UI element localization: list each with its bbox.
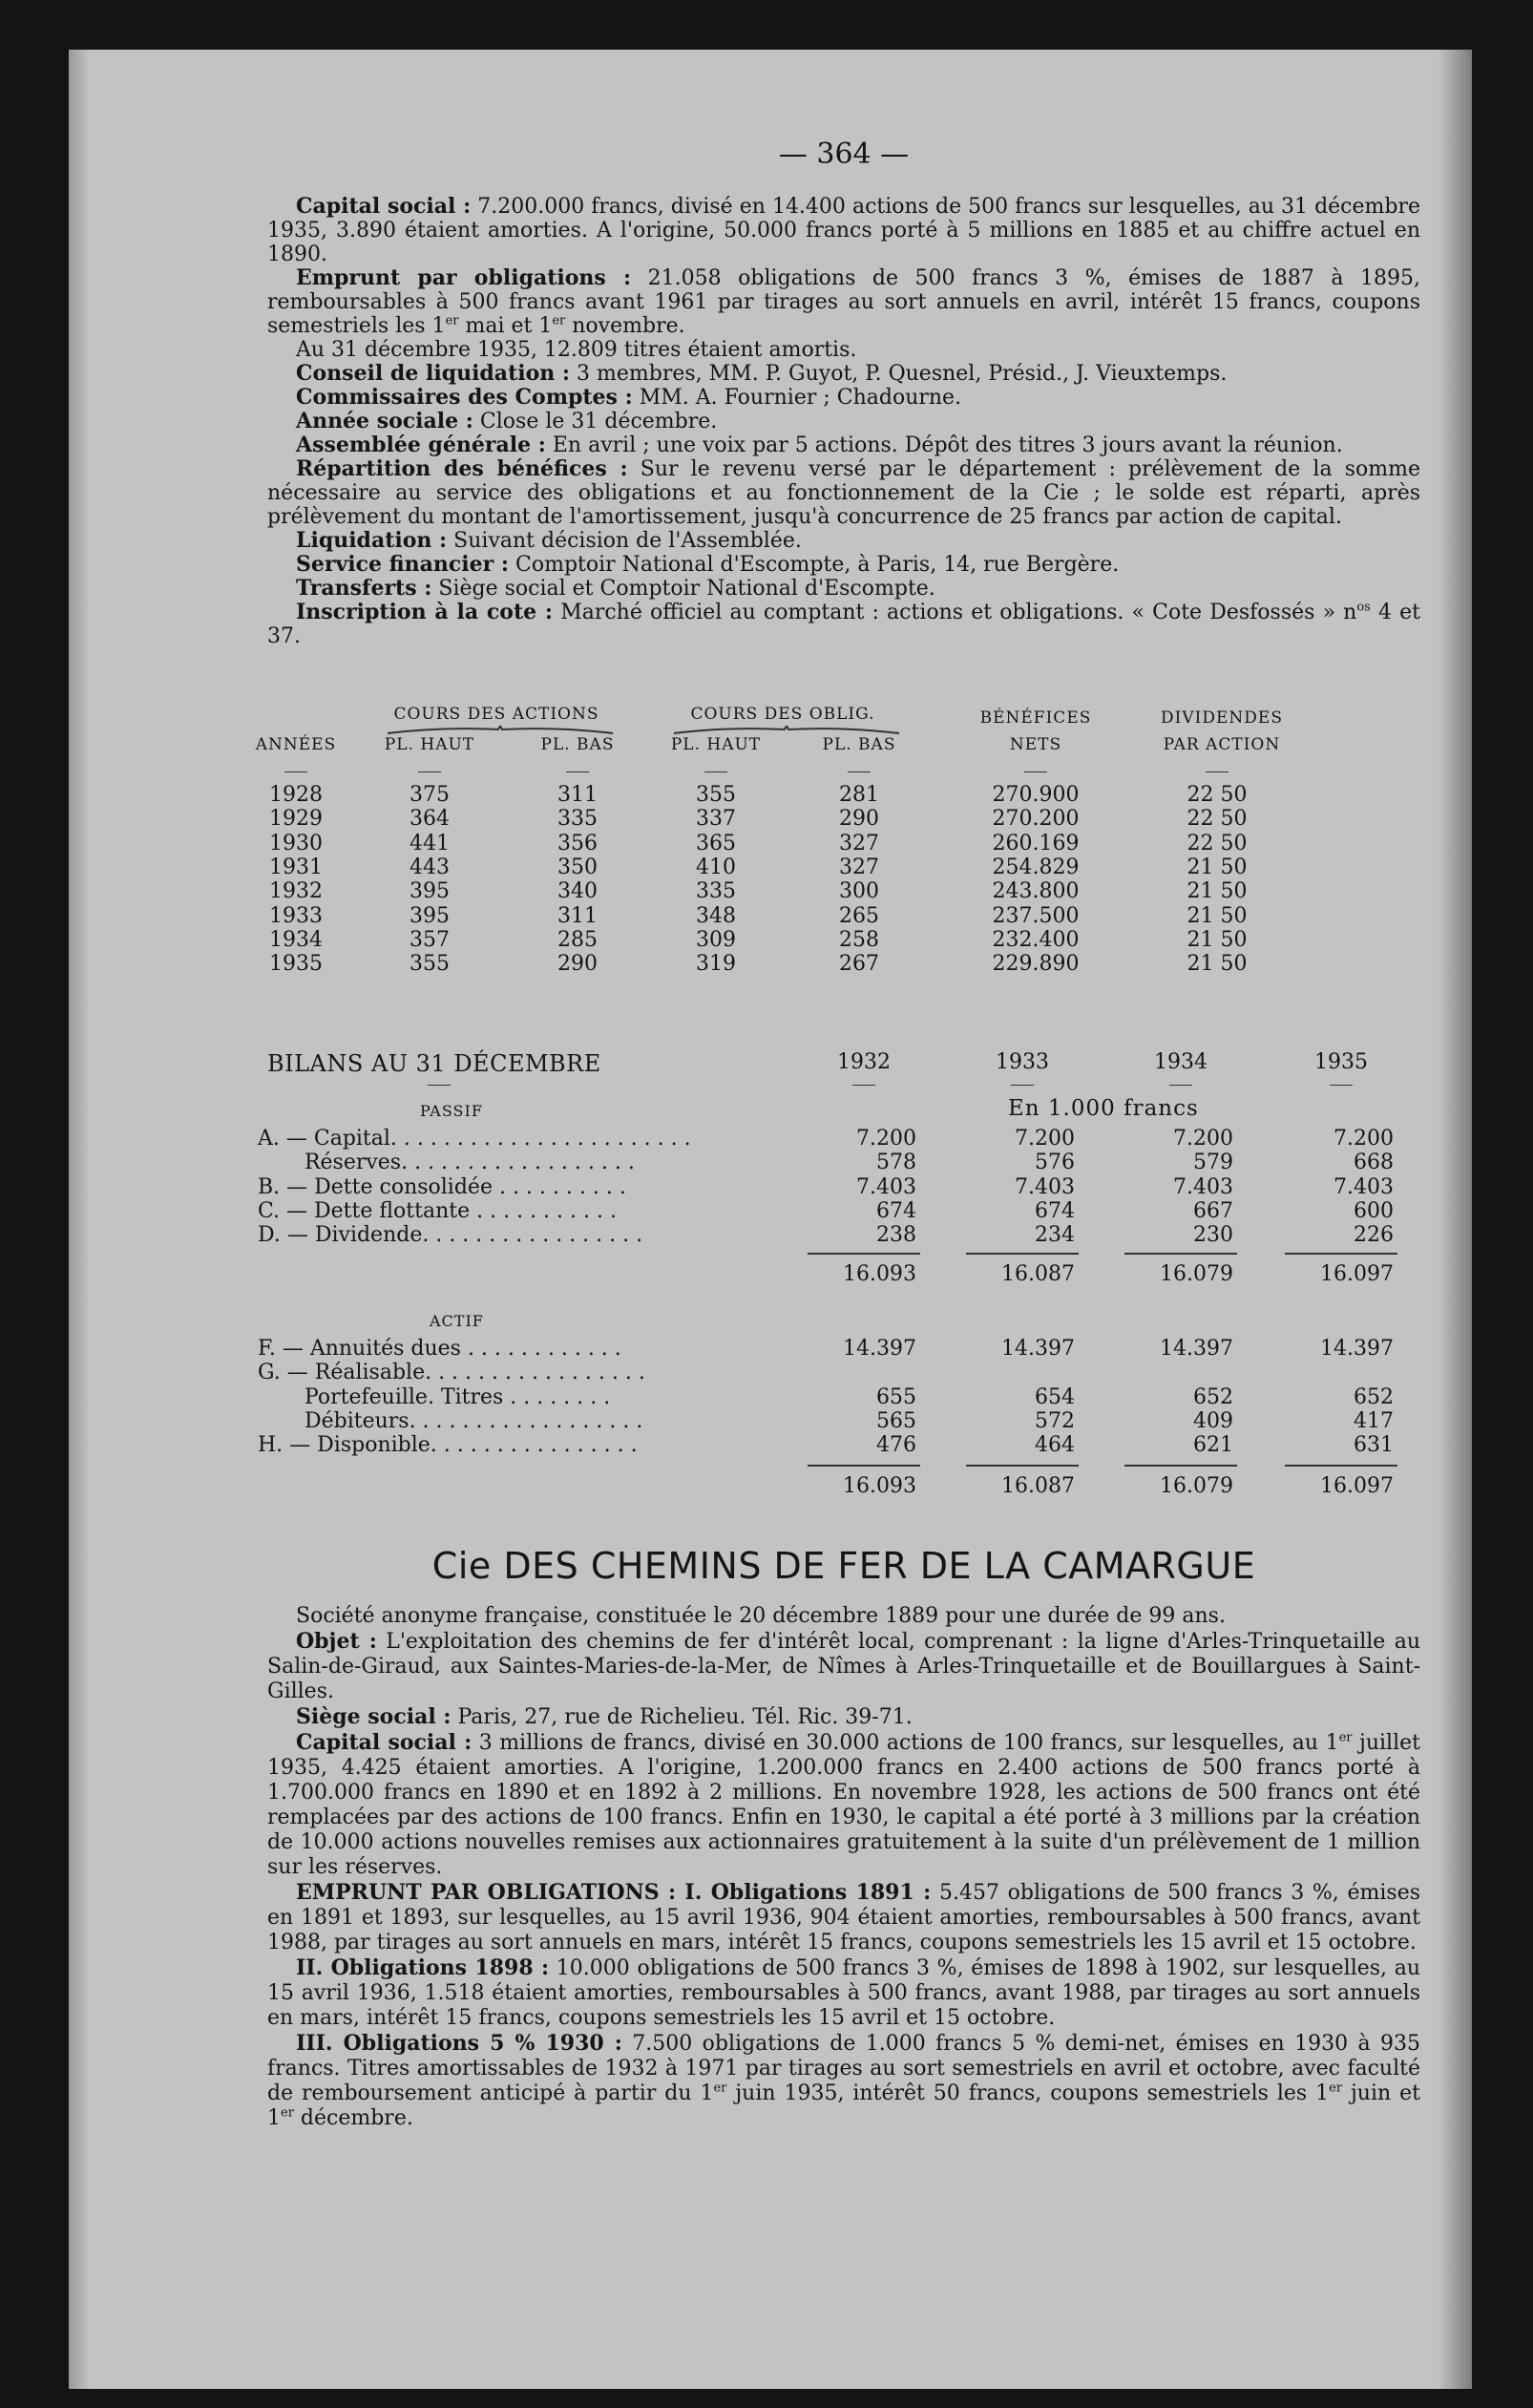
bilans-value: 7.200 <box>1334 1127 1394 1151</box>
paragraph-label: Capital social : <box>296 194 472 219</box>
dash-separator <box>1011 1085 1034 1086</box>
bilans-value: 7.403 <box>856 1174 916 1199</box>
table-cell: 335 <box>557 807 598 832</box>
actif-label: ACTIF <box>430 1312 484 1330</box>
bilans-value: 230 <box>1193 1223 1233 1248</box>
bilans-value: 14.397 <box>843 1337 916 1361</box>
bilans-value: 600 <box>1354 1198 1394 1223</box>
dash-separator <box>1330 1085 1353 1086</box>
table-cell: 365 <box>696 831 736 855</box>
paragraph <box>267 266 1420 338</box>
bilans-value: 578 <box>876 1151 916 1175</box>
page-spine-shadow <box>69 50 90 2389</box>
table-cell: 21 50 <box>1186 879 1248 904</box>
bilans-year: 1933 <box>996 1050 1049 1074</box>
col-par-action: PAR ACTION <box>1163 735 1281 754</box>
col-act-haut: PL. HAUT <box>384 735 475 754</box>
paragraph-text: 10.000 obligations de 500 francs 3 %, émises de 1898 à 1902, sur lesquelles, au 15 avril 1936, 1.518 étaient amorties, remboursables à 500 francs, avant 1988, par tirages au sort annuels en mars, intérêt 15 francs, coupons semestriels les 15 avril et 15 octobre. <box>267 1956 1420 2030</box>
table-cell: 300 <box>839 879 879 904</box>
paragraph-text: 3 millions de francs, divisé en 30.000 actions de 100 francs, sur lesquelles, au 1er juillet 1935, 4.425 étaient amorties. A l'origine, 1.200.000 francs en 2.400 actions de 500 francs porté à 1.700.000 francs en 1890 et en 1892 à 2 millions. En novembre 1928, les actions de 500 francs ont été remplacées par des actions de 100 francs. Enfin en 1930, le capital a été porté à 3 millions par la création de 10.000 actions nouvelles remises aux actionnaires gratuitement à la suite d'un prélèvement de 1 million sur les réserves. <box>267 1730 1420 1879</box>
bilans-value: 655 <box>876 1384 916 1409</box>
bilans-value: 417 <box>1354 1408 1394 1433</box>
bilans-row-label: F. — Annuités dues . . . . . . . . . . . . <box>258 1337 621 1361</box>
bilans-row-label: C. — Dette flottante . . . . . . . . . . . <box>258 1198 617 1223</box>
bilans-value: 7.403 <box>1173 1174 1233 1199</box>
paragraph-label: Assemblée générale : <box>296 433 546 457</box>
bilans-value: 654 <box>1035 1384 1075 1409</box>
paragraph-text: 7.500 obligations de 1.000 francs 5 % demi-net, émises en 1930 à 935 francs. Titres amortissables de 1932 à 1971 par tirages au sort semestriels en avril et octobre, avec faculté de remboursement anticipé à partir du 1er juin 1935, intérêt 50 francs, coupons semestriels les 1er juin et 1er décembre. <box>267 2032 1420 2130</box>
table-cell: 1934 <box>269 927 323 952</box>
table-cell: 260.169 <box>992 831 1080 855</box>
paragraph-label: Liquidation : <box>296 528 448 553</box>
table-cell: 335 <box>696 879 736 904</box>
paragraph-label: Emprunt par obligations : <box>296 265 632 290</box>
dash-separator <box>284 771 307 772</box>
paragraph <box>267 195 1420 266</box>
bilans-value: 409 <box>1193 1408 1233 1433</box>
paragraph-label: Répartition des bénéfices : <box>296 456 628 481</box>
paragraph-label: EMPRUNT PAR OBLIGATIONS : I. Obligations 1891 : <box>296 1880 932 1905</box>
company-details-top <box>267 195 1420 648</box>
passif-label: PASSIF <box>420 1102 483 1120</box>
table-cell: 22 50 <box>1186 807 1248 832</box>
paragraph-text: Suivant décision de l'Assemblée. <box>447 529 802 553</box>
paragraph-text: 3 membres, MM. P. Guyot, P. Quesnel, Présid., J. Vieuxtemps. <box>570 362 1228 386</box>
paragraph-label: III. Obligations 5 % 1930 : <box>296 2031 622 2056</box>
col-obl-bas: PL. BAS <box>822 735 896 754</box>
table-cell: 21 50 <box>1186 855 1248 879</box>
table-cell: 265 <box>839 903 879 928</box>
bilans-row-label: G. — Réalisable. . . . . . . . . . . . . . . . . <box>258 1361 645 1385</box>
bilans-value: 572 <box>1035 1408 1075 1433</box>
bilans-value: 631 <box>1354 1433 1394 1458</box>
bilans-value: 576 <box>1035 1151 1075 1175</box>
table-cell: 350 <box>557 855 598 879</box>
paragraph <box>267 1629 1420 1704</box>
bilans-value: 14.397 <box>1320 1337 1394 1361</box>
bilans-value: 674 <box>1035 1198 1075 1223</box>
bilans-row-label: Réserves. . . . . . . . . . . . . . . . . . <box>258 1151 635 1175</box>
table-cell: 267 <box>839 952 879 977</box>
table-cell: 232.400 <box>992 927 1080 952</box>
table-cell: 375 <box>410 783 450 807</box>
bilans-value: 7.200 <box>856 1127 916 1151</box>
table-cell: 356 <box>557 831 598 855</box>
brace-oblig <box>672 726 901 735</box>
paragraph <box>267 601 1420 648</box>
dash-separator <box>566 771 589 772</box>
bilans-value: 579 <box>1193 1151 1233 1175</box>
header-cours-oblig: COURS DES OBLIG. <box>690 705 875 724</box>
table-cell: 395 <box>410 879 450 904</box>
table-cell: 443 <box>410 855 450 879</box>
paragraph-text: MM. A. Fournier ; Chadourne. <box>632 386 962 410</box>
table-cell: 364 <box>410 807 450 832</box>
paragraph-label: Capital social : <box>296 1730 472 1755</box>
company-details-camargue <box>267 1604 1420 2131</box>
table-cell: 311 <box>557 783 598 807</box>
book-page <box>69 50 1472 2389</box>
bilans-unit: En 1.000 francs <box>1008 1096 1199 1121</box>
table-cell: 21 50 <box>1186 952 1248 977</box>
table-cell: 395 <box>410 903 450 928</box>
bilans-total: 16.079 <box>1160 1474 1233 1498</box>
table-cell: 1928 <box>269 783 323 807</box>
bilans-value: 7.403 <box>1334 1174 1394 1199</box>
table-cell: 355 <box>410 952 450 977</box>
paragraph-text: 5.457 obligations de 500 francs 3 %, émises en 1891 et 1893, sur lesquelles, au 15 avril 1936, 904 étaient amorties, remboursables à 500 francs, avant 1988, par tirages au sort annuels en mars, intérêt 15 francs, coupons semestriels les 15 avril et 15 octobre. <box>267 1881 1420 1954</box>
paragraph-label: Commissaires des Comptes : <box>296 385 633 410</box>
paragraph-label: Objet : <box>296 1629 377 1654</box>
table-cell: 270.900 <box>992 783 1080 807</box>
paragraph-text: En avril ; une voix par 5 actions. Dépôt des titres 3 jours avant la réunion. <box>545 433 1343 457</box>
bilans-value: 674 <box>876 1198 916 1223</box>
table-cell: 1930 <box>269 831 323 855</box>
bilans-value: 565 <box>876 1408 916 1433</box>
table-cell: 22 50 <box>1186 831 1248 855</box>
bilans-value: 226 <box>1354 1223 1394 1248</box>
table-cell: 290 <box>557 952 598 977</box>
paragraph-text: Au 31 décembre 1935, 12.809 titres étaient amortis. <box>296 338 857 362</box>
bilans-row-label: Portefeuille. Titres . . . . . . . . <box>258 1384 611 1409</box>
table-cell: 309 <box>696 927 736 952</box>
paragraph <box>267 1704 1420 1730</box>
bilans-total: 16.093 <box>843 1474 916 1498</box>
bilans-value: 14.397 <box>1001 1337 1075 1361</box>
bilans-value: 652 <box>1193 1384 1233 1409</box>
bilans-total: 16.087 <box>1001 1262 1075 1286</box>
bilans-total: 16.087 <box>1001 1474 1075 1498</box>
header-cours-actions: COURS DES ACTIONS <box>393 705 599 724</box>
bilans-value: 621 <box>1193 1433 1233 1458</box>
table-cell: 258 <box>839 927 879 952</box>
paragraph-text: 7.200.000 francs, divisé en 14.400 actions de 500 francs sur lesquelles, au 31 décembre 1935, 3.890 étaient amorties. A l'origine, 50.000 francs porté à 5 millions en 1885 et au chiffre actuel en 1890. <box>267 195 1420 266</box>
col-obl-haut: PL. HAUT <box>670 735 762 754</box>
total-rule <box>808 1253 920 1255</box>
paragraph <box>267 362 1420 386</box>
bilans-total: 16.079 <box>1160 1262 1233 1286</box>
dash-separator <box>852 1085 875 1086</box>
table-cell: 243.800 <box>992 879 1080 904</box>
paragraph <box>267 410 1420 433</box>
paragraph-label: Conseil de liquidation : <box>296 361 571 386</box>
dash-separator <box>704 771 727 772</box>
dash-separator <box>1206 771 1228 772</box>
total-rule <box>1285 1465 1397 1467</box>
paragraph <box>267 529 1420 553</box>
paragraph-text: Société anonyme française, constituée le 20 décembre 1889 pour une durée de 99 ans. <box>296 1604 1226 1628</box>
table-cell: 327 <box>839 831 879 855</box>
table-cell: 319 <box>696 952 736 977</box>
paragraph-text: L'exploitation des chemins de fer d'intérêt local, comprenant : la ligne d'Arles-Trinquetaille au Salin-de-Giraud, aux Saintes-Maries-de-la-Mer, de Nîmes à Arles-Trinquetaille et de Bouillargues à Saint-Gilles. <box>267 1630 1420 1703</box>
paragraph <box>267 433 1420 457</box>
paragraph-label: II. Obligations 1898 : <box>296 1955 550 1980</box>
dash-separator <box>848 771 871 772</box>
dash-separator <box>428 1085 451 1086</box>
bilans-value: 667 <box>1193 1198 1233 1223</box>
paragraph-text: Close le 31 décembre. <box>472 410 718 433</box>
bilans-total: 16.097 <box>1320 1474 1394 1498</box>
table-cell: 1929 <box>269 807 323 832</box>
paragraph <box>267 553 1420 577</box>
table-cell: 441 <box>410 831 450 855</box>
table-cell: 311 <box>557 903 598 928</box>
bilans-total: 16.093 <box>843 1262 916 1286</box>
table-cell: 1931 <box>269 855 323 879</box>
paragraph <box>267 1955 1420 2031</box>
bilans-year: 1932 <box>837 1050 891 1074</box>
paragraph <box>267 1604 1420 1629</box>
paragraph-text: Marché officiel au comptant : actions et obligations. « Cote Desfossés » $n^{os}$ 4 et 37. <box>267 600 1420 648</box>
bilans-total: 16.097 <box>1320 1262 1394 1286</box>
total-rule <box>1124 1465 1237 1467</box>
table-cell: 357 <box>410 927 450 952</box>
table-cell: 281 <box>839 783 879 807</box>
table-cell: 340 <box>557 879 598 904</box>
bilans-title: BILANS AU 31 DÉCEMBRE <box>267 1050 601 1077</box>
table-cell: 1935 <box>269 952 323 977</box>
section-title: Cie DES CHEMINS DE FER DE LA CAMARGUE <box>431 1545 1256 1587</box>
bilans-value: 668 <box>1354 1151 1394 1175</box>
paragraph-text: Comptoir National d'Escompte, à Paris, 14, rue Bergère. <box>509 553 1120 577</box>
bilans-row-label: D. — Dividende. . . . . . . . . . . . . . . . . <box>258 1223 643 1248</box>
paragraph-text: Paris, 27, rue de Richelieu. Tél. Ric. 39-71. <box>451 1705 913 1729</box>
brace-actions <box>386 726 615 735</box>
paragraph-text: 21.058 obligations de 500 francs 3 %, émises de 1887 à 1895, remboursables à 500 francs avant 1961 par tirages au sort annuels en avril, intérêt 15 francs, coupons semestriels les 1er mai et 1er novembre. <box>267 266 1421 338</box>
table-cell: 237.500 <box>992 903 1080 928</box>
table-cell: 337 <box>696 807 736 832</box>
bilans-year: 1935 <box>1314 1050 1368 1074</box>
paragraph <box>267 457 1420 529</box>
paragraph <box>267 1730 1420 1880</box>
paragraph-label: Transferts : <box>296 576 432 601</box>
table-cell: 327 <box>839 855 879 879</box>
total-rule <box>966 1253 1079 1255</box>
total-rule <box>966 1465 1079 1467</box>
table-cell: 410 <box>696 855 736 879</box>
col-nets: NETS <box>1009 735 1062 754</box>
paragraph <box>267 1880 1420 1955</box>
paragraph-label: Siège social : <box>296 1704 452 1729</box>
paragraph-label: Service financier : <box>296 552 510 577</box>
bilans-year: 1934 <box>1154 1050 1208 1074</box>
bilans-value: 238 <box>876 1223 916 1248</box>
table-cell: 290 <box>839 807 879 832</box>
table-cell: 22 50 <box>1186 783 1248 807</box>
bilans-value: 464 <box>1035 1433 1075 1458</box>
paragraph-label: Inscription à la cote : <box>296 600 554 624</box>
col-act-bas: PL. BAS <box>540 735 615 754</box>
table-cell: 355 <box>696 783 736 807</box>
dash-separator <box>418 771 441 772</box>
table-cell: 1932 <box>269 879 323 904</box>
page-number: — 364 — <box>778 137 910 171</box>
total-rule <box>808 1465 920 1467</box>
col-annees: ANNÉES <box>255 735 337 754</box>
paragraph-text: Sur le revenu versé par le département : prélèvement de la somme nécessaire au service des obligations et au fonctionnement de la Cie ; le solde est réparti, après prélèvement du montant de l'amortissement, jusqu'à concurrence de 25 francs par action de capital. <box>267 457 1420 529</box>
bilans-value: 476 <box>876 1433 916 1458</box>
bilans-value: 234 <box>1035 1223 1075 1248</box>
table-cell: 285 <box>557 927 598 952</box>
paragraph <box>267 386 1420 410</box>
table-cell: 1933 <box>269 903 323 928</box>
bilans-value: 652 <box>1354 1384 1394 1409</box>
bilans-row-label: H. — Disponible. . . . . . . . . . . . . . . . <box>258 1433 638 1458</box>
header-dividendes: DIVIDENDES <box>1161 708 1283 728</box>
table-cell: 21 50 <box>1186 903 1248 928</box>
paragraph-label: Année sociale : <box>296 409 473 433</box>
table-cell: 21 50 <box>1186 927 1248 952</box>
table-cell: 270.200 <box>992 807 1080 832</box>
paragraph <box>267 338 1420 362</box>
page-edge-shadow <box>1438 50 1472 2389</box>
table-cell: 229.890 <box>992 952 1080 977</box>
bilans-value: 7.403 <box>1015 1174 1075 1199</box>
bilans-value: 7.200 <box>1173 1127 1233 1151</box>
total-rule <box>1124 1253 1237 1255</box>
bilans-row-label: Débiteurs. . . . . . . . . . . . . . . . . . <box>258 1408 643 1433</box>
paragraph <box>267 2031 1420 2131</box>
dash-separator <box>1024 771 1047 772</box>
paragraph-text: Siège social et Comptoir National d'Escompte. <box>431 577 935 601</box>
bilans-row-label: A. — Capital. . . . . . . . . . . . . . . . . . . . . . . <box>258 1127 691 1151</box>
paragraph <box>267 577 1420 601</box>
total-rule <box>1285 1253 1397 1255</box>
table-cell: 254.829 <box>992 855 1080 879</box>
dash-separator <box>1169 1085 1192 1086</box>
table-cell: 348 <box>696 903 736 928</box>
bilans-value: 7.200 <box>1015 1127 1075 1151</box>
header-benefices: BÉNÉFICES <box>979 708 1092 728</box>
bilans-row-label: B. — Dette consolidée . . . . . . . . . . <box>258 1174 626 1199</box>
bilans-value: 14.397 <box>1160 1337 1233 1361</box>
